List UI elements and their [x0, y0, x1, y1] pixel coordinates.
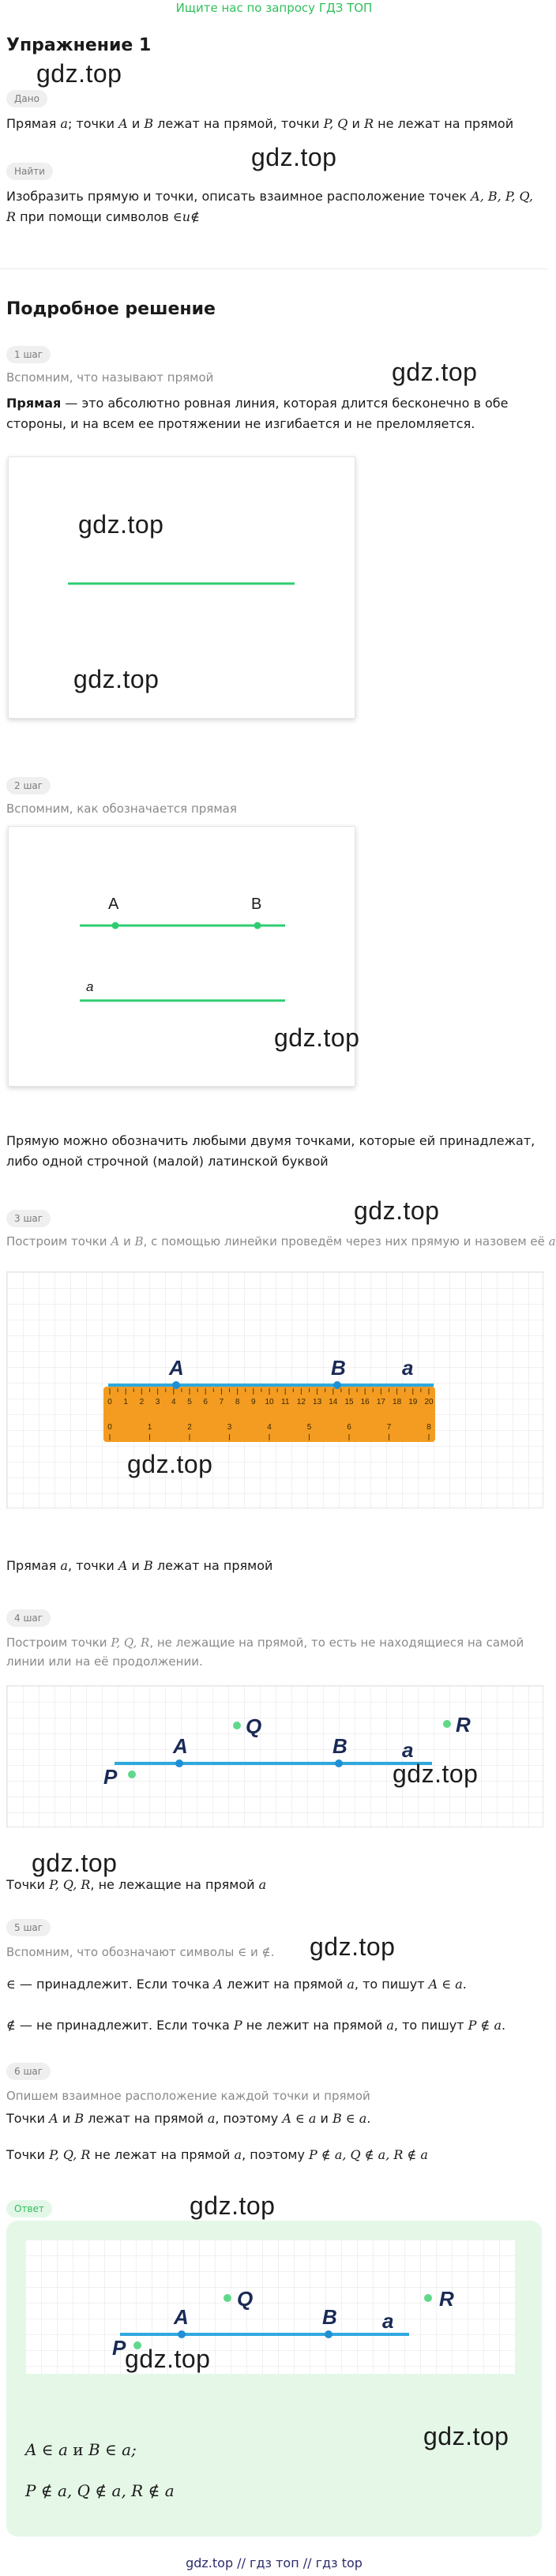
step6-pill: 6 шаг — [6, 2063, 51, 2080]
step1-pill: 1 шаг — [6, 346, 51, 363]
ruler-top-label: 20 — [424, 1398, 434, 1406]
watermark: gdz.top — [32, 1849, 118, 1877]
ruler-top-label: 19 — [408, 1398, 418, 1406]
label-A: A — [108, 896, 119, 913]
ruler-top-label: 15 — [344, 1398, 354, 1406]
ruler-body — [103, 1387, 435, 1442]
ruler-bottom-label: 7 — [386, 1423, 392, 1432]
ruler-top-label: 13 — [313, 1398, 322, 1406]
ruler-top-label: 3 — [155, 1398, 160, 1406]
ruler-bottom-label: 3 — [227, 1423, 232, 1432]
find-text: Изобразить прямую и точки, описать взаимное расположение точек A, B, P, Q, R при помощи символов ∈и∉ — [6, 189, 533, 224]
point-B — [254, 922, 261, 929]
ruler-grid — [6, 1271, 543, 1508]
ruler-top-label: 17 — [376, 1398, 385, 1406]
point-B — [333, 1381, 341, 1389]
solution-title: Подробное решение — [6, 299, 216, 319]
point-P — [128, 1771, 136, 1778]
points-grid — [6, 1685, 543, 1827]
watermark: gdz.top — [423, 2422, 509, 2450]
ruler-bottom-label: 6 — [347, 1423, 351, 1432]
point-B — [335, 1759, 343, 1767]
step3-hint: Построим точки A и B, с помощью линейки проведём через них прямую и назовем её a — [6, 1234, 556, 1249]
watermark: gdz.top — [392, 358, 478, 386]
ruler-top-label: 10 — [265, 1398, 274, 1406]
ruler-top-label: 14 — [329, 1398, 338, 1406]
point-A — [175, 1759, 183, 1767]
watermark: gdz.top — [274, 1023, 360, 1052]
point-Q — [224, 2294, 231, 2302]
step5-pill: 5 шаг — [6, 1919, 51, 1936]
watermark: gdz.top — [190, 2191, 276, 2220]
watermark: gdz.top — [73, 665, 160, 693]
label-a: a — [86, 979, 94, 994]
step6-line1: Точки A и B лежат на прямой a, поэтому A ∈ a и B ∈ a. — [6, 2111, 371, 2126]
label-B: B — [331, 1356, 346, 1380]
ruler-drawing — [7, 1272, 544, 1509]
ruler-top-label: 5 — [187, 1398, 192, 1406]
ruler-bottom-label: 4 — [267, 1423, 272, 1432]
ruler-top-label: 7 — [219, 1398, 224, 1406]
step5-not-belongs: ∉ — не принадлежит. Если точка P не лежит на прямой a, то пишут P ∉ a. — [6, 2018, 506, 2033]
label-P: P — [112, 2336, 126, 2360]
ruler-bottom-label: 0 — [107, 1423, 112, 1432]
step2-hint: Вспомним, как обозначается прямая — [6, 802, 237, 816]
label-B: B — [251, 896, 262, 913]
ruler-top-labels — [107, 1398, 434, 1406]
point-R — [443, 1720, 451, 1728]
divider — [0, 268, 548, 269]
ruler-bottom-label: 1 — [147, 1423, 152, 1432]
ruler-bottom-label: 5 — [306, 1423, 312, 1432]
step4-hint: Построим точки P, Q, R, не лежащие на прямой, то есть не находящиеся на самой линии или на её продолжении. — [6, 1635, 524, 1669]
watermark: gdz.top — [36, 59, 122, 88]
find-pill: Найти — [6, 163, 53, 180]
given-pill: Дано — [6, 90, 47, 107]
step4-pill: 4 шаг — [6, 1609, 51, 1627]
watermark: gdz.top — [310, 1932, 396, 1961]
label-Q: Q — [237, 2287, 254, 2311]
answer-formula-2: P ∉ a, Q ∉ a, R ∉ a — [25, 2481, 175, 2500]
notation-card — [8, 826, 360, 1087]
label-A: A — [174, 2305, 189, 2329]
answer-box — [6, 2221, 542, 2537]
ruler-top-label: 0 — [107, 1398, 112, 1406]
watermark: gdz.top — [78, 510, 164, 539]
search-hint-link[interactable]: Ищите нас по запросу ГДЗ ТОП — [175, 1, 373, 15]
ruler-top-label: 12 — [296, 1398, 306, 1406]
label-a: a — [402, 1738, 414, 1762]
step1-definition: Прямая — это абсолютно ровная линия, которая длится бесконечно в обе стороны, и на всем ее протяжении не изгибается и не преломляется. — [6, 396, 509, 431]
answer-grid — [25, 2240, 515, 2374]
ruler-top-label: 4 — [171, 1398, 176, 1406]
point-A — [172, 1381, 180, 1389]
line-drawing — [9, 457, 356, 719]
step4-caption: Точки P, Q, R, не лежащие на прямой a — [6, 1877, 267, 1892]
step5-hint: Вспомним, что обозначают символы ∈ и ∉. — [6, 1945, 275, 1959]
exercise-title: Упражнение 1 — [6, 36, 152, 55]
label-B: B — [332, 1734, 348, 1758]
point-Q — [233, 1722, 241, 1729]
line-illustration-card — [8, 456, 355, 719]
answer-formula-1: A ∈ a и B ∈ a; — [25, 2440, 137, 2459]
ruler-top-label: 16 — [360, 1398, 370, 1406]
footer-links[interactable]: gdz.top // гдз топ // гдз top — [186, 2555, 363, 2570]
step3-pill: 3 шаг — [6, 1210, 51, 1227]
ruler-top-label: 2 — [139, 1398, 145, 1406]
point-R — [424, 2294, 432, 2302]
ruler-top-label: 9 — [251, 1398, 256, 1406]
watermark: gdz.top — [125, 2345, 211, 2373]
watermark: gdz.top — [127, 1450, 213, 1478]
step6-line2: Точки P, Q, R не лежат на прямой a, поэтому P ∉ a, Q ∉ a, R ∉ a — [6, 2147, 428, 2162]
step2-pill: 2 шаг — [6, 777, 51, 794]
label-a: a — [402, 1356, 414, 1380]
label-P: P — [103, 1765, 118, 1789]
ruler-top-label: 11 — [281, 1398, 290, 1406]
ruler-top-label: 18 — [393, 1398, 402, 1406]
watermark: gdz.top — [393, 1759, 479, 1788]
ruler-top-label: 6 — [203, 1398, 208, 1406]
label-A: A — [169, 1356, 184, 1380]
point-A — [178, 2330, 186, 2338]
answer-pill: Ответ — [6, 2200, 52, 2217]
step1-hint: Вспомним, что называют прямой — [6, 370, 214, 385]
point-B — [325, 2330, 332, 2338]
step2-text: Прямую можно обозначить любыми двумя точками, которые ей принадлежат, либо одной строчной (малой) латинской буквой — [6, 1133, 535, 1169]
answer-drawing — [25, 2240, 515, 2374]
ruler-bottom-label: 8 — [426, 1423, 431, 1432]
step6-hint: Опишем взаимное расположение каждой точки и прямой — [6, 2089, 370, 2103]
given-text: Прямая a; точки A и B лежат на прямой, точки P, Q и R не лежат на прямой — [6, 116, 514, 131]
ruler-top-label: 8 — [235, 1398, 240, 1406]
watermark: gdz.top — [251, 143, 337, 171]
ruler-top-label: 1 — [123, 1398, 128, 1406]
step3-caption: Прямая a, точки A и B лежат на прямой — [6, 1558, 273, 1573]
step5-belongs: ∈ — принадлежит. Если точка A лежит на прямой a, то пишут A ∈ a. — [6, 1977, 467, 1992]
point-A — [112, 922, 119, 929]
label-R: R — [439, 2287, 454, 2311]
label-R: R — [456, 1713, 471, 1737]
label-B: B — [322, 2305, 337, 2329]
label-A: A — [173, 1734, 188, 1758]
label-Q: Q — [246, 1714, 262, 1738]
ruler-bottom-label: 2 — [187, 1423, 192, 1432]
watermark: gdz.top — [354, 1196, 440, 1225]
label-a: a — [382, 2309, 394, 2333]
